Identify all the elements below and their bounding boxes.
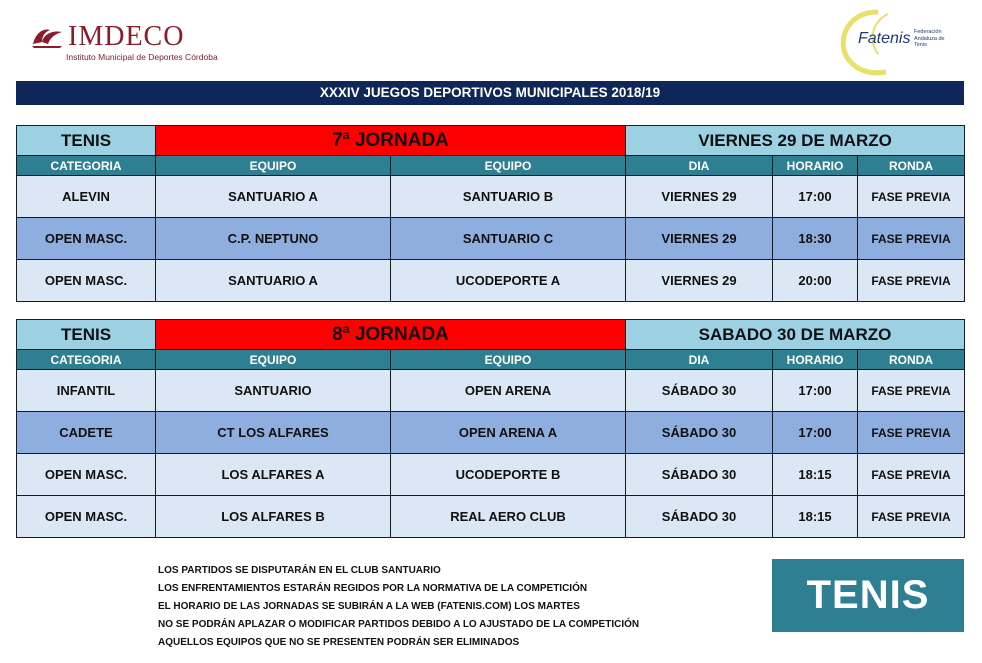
col-dia: DIA (626, 350, 773, 370)
cell-dia: VIERNES 29 (626, 218, 773, 260)
cell-categoria: INFANTIL (17, 370, 156, 412)
fatenis-line-3: Tenis (914, 42, 927, 48)
cell-horario: 17:00 (773, 412, 858, 454)
cell-horario: 18:15 (773, 454, 858, 496)
cell-ronda: FASE PREVIA (858, 260, 965, 302)
fatenis-line-1: Federación (914, 29, 942, 35)
cell-dia: VIERNES 29 (626, 176, 773, 218)
cell-equipo-1: SANTUARIO A (156, 176, 391, 218)
fatenis-line-2: Andaluza de (914, 35, 945, 42)
col-ronda: RONDA (858, 350, 965, 370)
cell-categoria: CADETE (17, 412, 156, 454)
table-row (17, 496, 965, 538)
sport-label: TENIS (17, 320, 156, 350)
cell-horario: 17:00 (773, 176, 858, 218)
col-dia: DIA (626, 156, 773, 176)
fatenis-logo (838, 8, 958, 76)
col-ronda: RONDA (858, 156, 965, 176)
table-row (17, 412, 965, 454)
imdeco-name: IMDECO (68, 21, 185, 52)
jornada-date: VIERNES 29 DE MARZO (626, 126, 965, 156)
sport-badge: TENIS (772, 559, 964, 632)
table-row (17, 176, 965, 218)
note-line: NO SE PODRÁN APLAZAR O MODIFICAR PARTIDOS DEBIDO A LO AJUSTADO DE LA COMPETICIÓN (158, 619, 640, 630)
col-equipo-2: EQUIPO (391, 350, 626, 370)
note-line: LOS PARTIDOS SE DISPUTARÁN EN EL CLUB SANTUARIO (158, 565, 441, 576)
cell-dia: SÁBADO 30 (626, 454, 773, 496)
cell-equipo-2: UCODEPORTE B (391, 454, 626, 496)
col-categoria: CATEGORIA (17, 156, 156, 176)
jornada-header-row (17, 126, 965, 156)
cell-equipo-1: C.P. NEPTUNO (156, 218, 391, 260)
competition-notes (158, 562, 639, 652)
cell-equipo-1: SANTUARIO (156, 370, 391, 412)
note-line: LOS ENFRENTAMIENTOS ESTARÁN REGIDOS POR LA NORMATIVA DE LA COMPETICIÓN (158, 583, 588, 594)
table-row (17, 218, 965, 260)
cell-equipo-1: LOS ALFARES A (156, 454, 391, 496)
col-categoria: CATEGORIA (17, 350, 156, 370)
cell-equipo-1: CT LOS ALFARES (156, 412, 391, 454)
note-line: EL HORARIO DE LAS JORNADAS SE SUBIRÁN A LA WEB (FATENIS.COM) LOS MARTES (158, 601, 580, 612)
cell-horario: 18:15 (773, 496, 858, 538)
cell-horario: 17:00 (773, 370, 858, 412)
cell-equipo-1: LOS ALFARES B (156, 496, 391, 538)
fatenis-wordmark: Fatenis (858, 30, 911, 47)
cell-categoria: OPEN MASC. (17, 454, 156, 496)
cell-ronda: FASE PREVIA (858, 370, 965, 412)
cell-dia: SÁBADO 30 (626, 496, 773, 538)
jornada-8-table (16, 319, 965, 538)
fatenis-federation-text (914, 29, 958, 49)
cell-dia: VIERNES 29 (626, 260, 773, 302)
table-row (17, 454, 965, 496)
cell-equipo-2: SANTUARIO C (391, 218, 626, 260)
jornada-7-table (16, 125, 965, 302)
cell-categoria: OPEN MASC. (17, 260, 156, 302)
imdeco-emblem-icon (30, 24, 64, 50)
cell-ronda: FASE PREVIA (858, 454, 965, 496)
cell-dia: SÁBADO 30 (626, 370, 773, 412)
cell-ronda: FASE PREVIA (858, 218, 965, 260)
table-row (17, 260, 965, 302)
cell-equipo-1: SANTUARIO A (156, 260, 391, 302)
cell-ronda: FASE PREVIA (858, 496, 965, 538)
jornada-date: SABADO 30 DE MARZO (626, 320, 965, 350)
table-row (17, 370, 965, 412)
jornada-title: 8ª JORNADA (156, 320, 626, 350)
cell-equipo-2: OPEN ARENA A (391, 412, 626, 454)
note-line: AQUELLOS EQUIPOS QUE NO SE PRESENTEN PODRÁN SER ELIMINADOS (158, 637, 520, 648)
cell-equipo-2: UCODEPORTE A (391, 260, 626, 302)
col-equipo-2: EQUIPO (391, 156, 626, 176)
col-equipo-1: EQUIPO (156, 350, 391, 370)
imdeco-subtitle: Instituto Municipal de Deportes Córdoba (66, 52, 218, 62)
cell-categoria: ALEVIN (17, 176, 156, 218)
cell-categoria: OPEN MASC. (17, 496, 156, 538)
col-horario: HORARIO (773, 156, 858, 176)
jornada-title: 7ª JORNADA (156, 126, 626, 156)
cell-dia: SÁBADO 30 (626, 412, 773, 454)
col-horario: HORARIO (773, 350, 858, 370)
cell-ronda: FASE PREVIA (858, 412, 965, 454)
cell-horario: 18:30 (773, 218, 858, 260)
cell-ronda: FASE PREVIA (858, 176, 965, 218)
event-banner: XXXIV JUEGOS DEPORTIVOS MUNICIPALES 2018/19 (16, 81, 964, 105)
cell-equipo-2: REAL AERO CLUB (391, 496, 626, 538)
column-header-row (17, 350, 965, 370)
jornada-header-row (17, 320, 965, 350)
cell-horario: 20:00 (773, 260, 858, 302)
imdeco-logo (30, 22, 220, 64)
cell-equipo-2: SANTUARIO B (391, 176, 626, 218)
cell-categoria: OPEN MASC. (17, 218, 156, 260)
column-header-row (17, 156, 965, 176)
col-equipo-1: EQUIPO (156, 156, 391, 176)
sport-label: TENIS (17, 126, 156, 156)
cell-equipo-2: OPEN ARENA (391, 370, 626, 412)
